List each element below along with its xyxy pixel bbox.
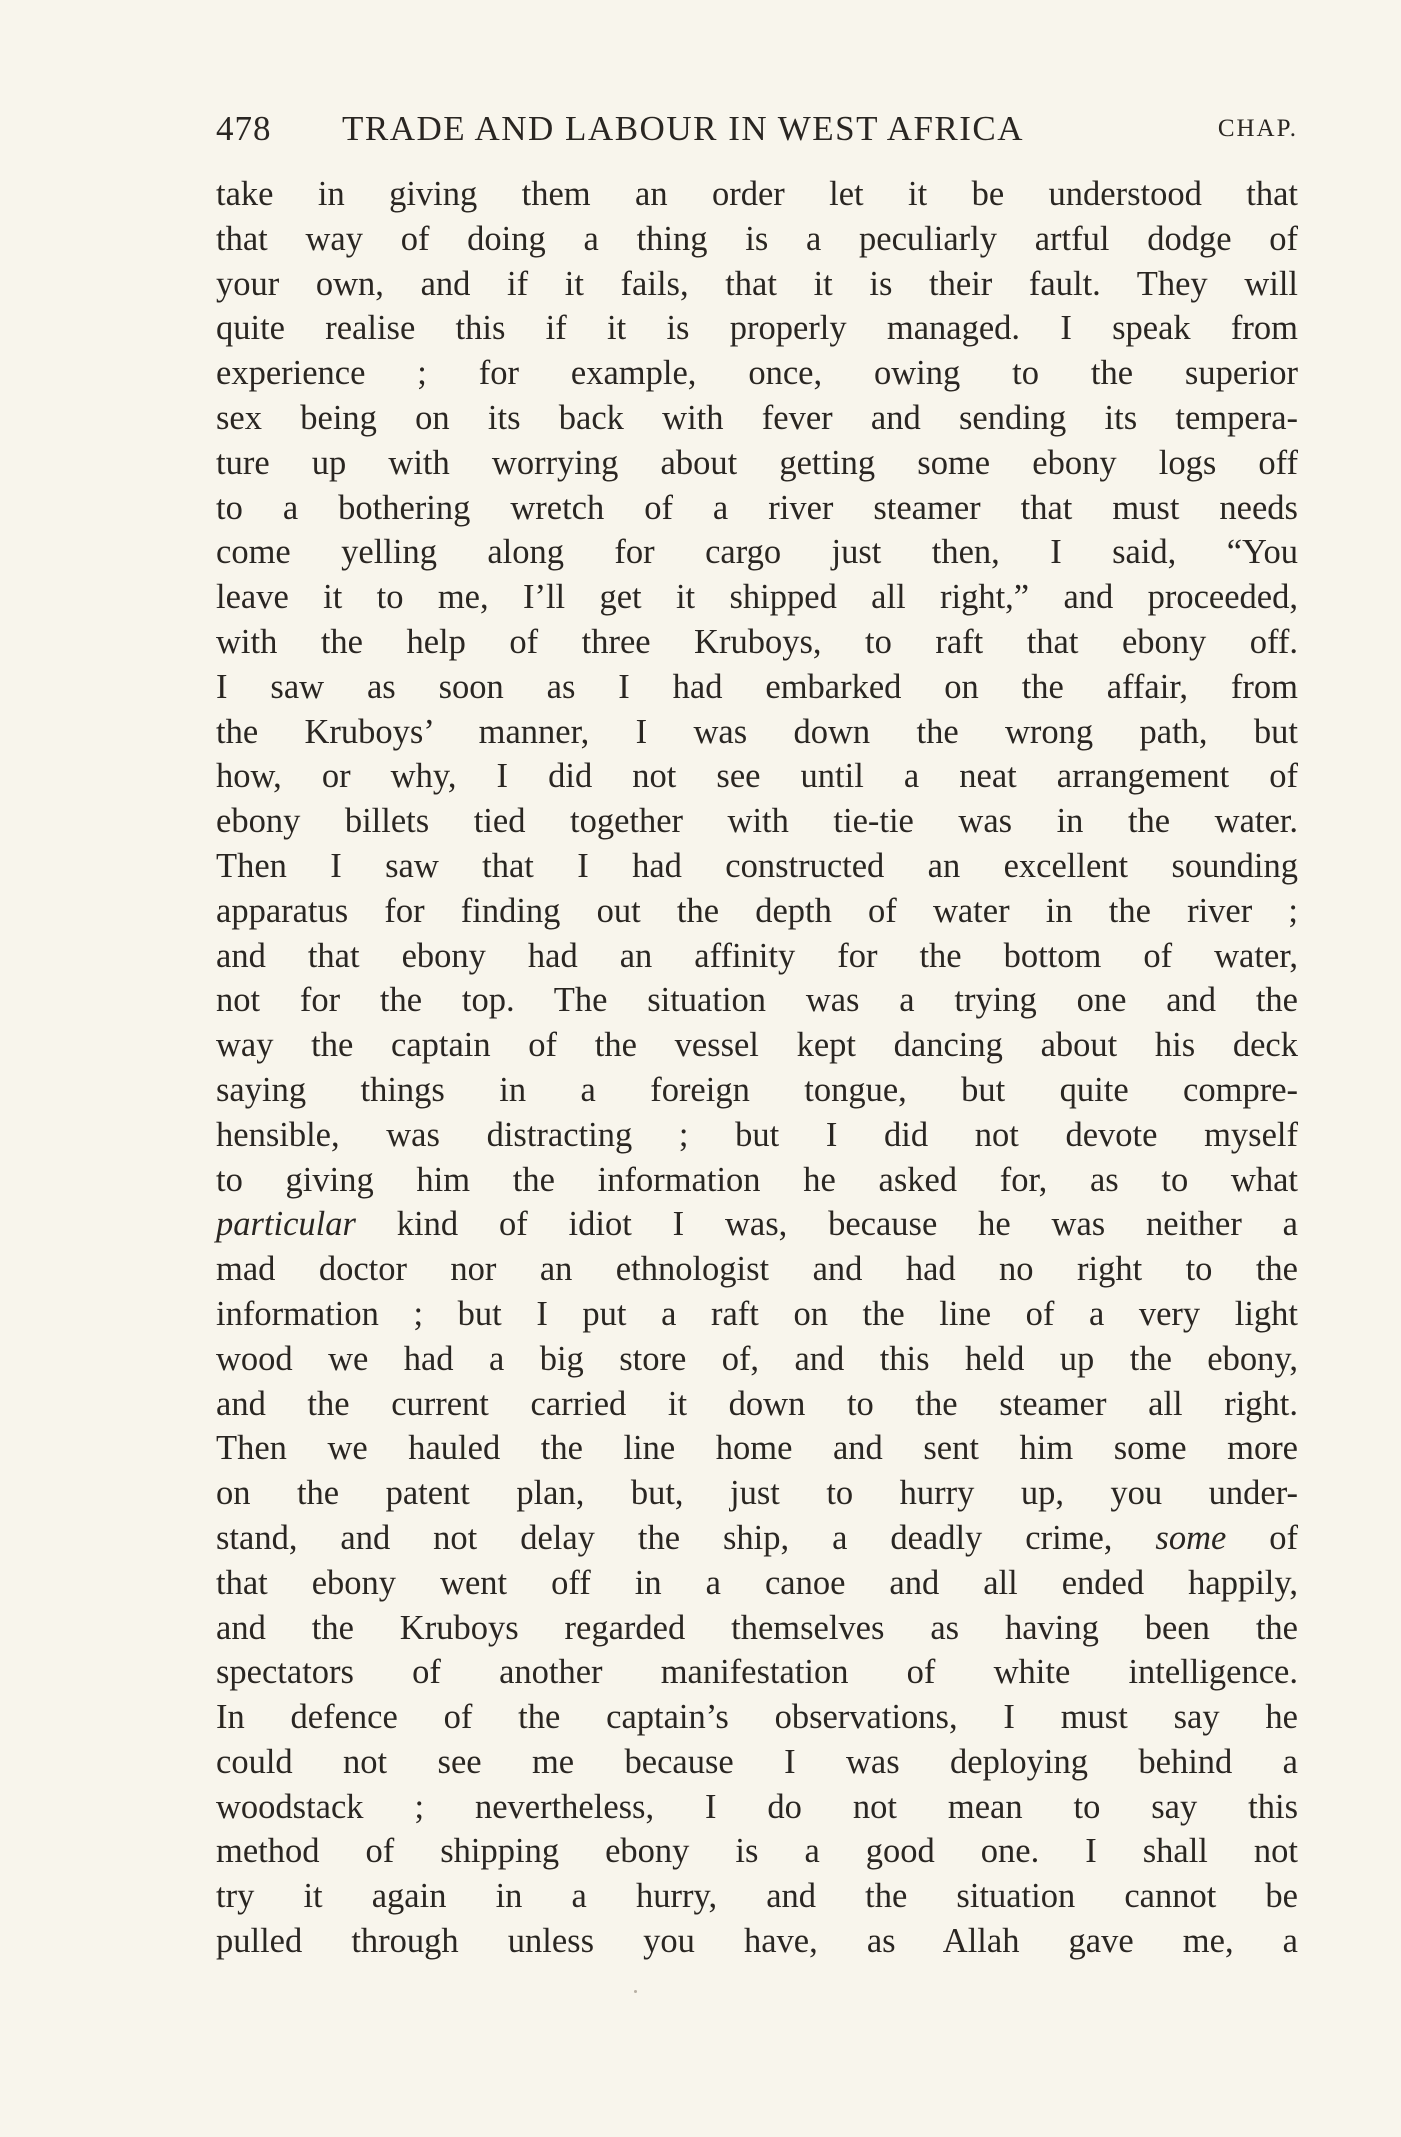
text-line: pulled through unless you have, as Allah gave me, a [216, 1922, 1298, 1961]
text-line: and the Kruboys regarded themselves as having been the [216, 1608, 1298, 1647]
page-number: 478 [216, 109, 272, 148]
text-line: to giving him the information he asked for, as to what [216, 1160, 1298, 1199]
text-segment: stand, and not delay the ship, a deadly crime, [216, 1518, 1156, 1557]
text-line: that ebony went off in a canoe and all ended happily, [216, 1563, 1298, 1602]
text-line: your own, and if it fails, that it is their fault. They will [216, 264, 1298, 303]
text-line: quite realise this if it is properly managed. I speak from [216, 309, 1298, 348]
text-line: the Kruboys’ manner, I was down the wrong path, but [216, 712, 1298, 751]
text-line: wood we had a big store of, and this held up the ebony, [216, 1339, 1298, 1378]
italic-emphasis: particular [216, 1205, 356, 1244]
text-line: saying things in a foreign tongue, but quite compre- [216, 1070, 1298, 1109]
text-line: mad doctor nor an ethnologist and had no right to the [216, 1250, 1298, 1289]
text-line: come yelling along for cargo just then, I said, “You [216, 533, 1298, 572]
text-line: leave it to me, I’ll get it shipped all right,” and proceeded, [216, 578, 1298, 617]
text-line: I saw as soon as I had embarked on the affair, from [216, 667, 1298, 706]
text-line: hensible, was distracting ; but I did not devote myself [216, 1115, 1298, 1154]
text-line: method of shipping ebony is a good one. I shall not [216, 1832, 1298, 1871]
text-line-with-italic [216, 1516, 1298, 1561]
text-line: Then I saw that I had constructed an excellent sounding [216, 846, 1298, 885]
paper-speck [634, 1990, 637, 1993]
text-line: how, or why, I did not see until a neat arrangement of [216, 757, 1298, 796]
text-line: ture up with worrying about getting some ebony logs off [216, 443, 1298, 482]
text-line: information ; but I put a raft on the line of a very light [216, 1294, 1298, 1333]
body-text [216, 172, 1298, 1964]
italic-emphasis: some [1155, 1518, 1227, 1557]
text-segment: kind of idiot I was, because he was neither a [355, 1205, 1298, 1244]
text-line: In defence of the captain’s observations, I must say he [216, 1698, 1298, 1737]
chapter-abbreviation: CHAP. [1217, 115, 1298, 142]
text-line-with-italic [216, 1202, 1298, 1247]
text-line: and that ebony had an affinity for the bottom of water, [216, 936, 1298, 975]
text-line: experience ; for example, once, owing to the superior [216, 354, 1298, 393]
text-line: to a bothering wretch of a river steamer that must needs [216, 488, 1298, 527]
text-line: try it again in a hurry, and the situation cannot be [216, 1877, 1298, 1916]
text-line: take in giving them an order let it be understood that [216, 175, 1298, 213]
text-line: woodstack ; nevertheless, I do not mean to say this [216, 1787, 1298, 1826]
running-head [216, 104, 1298, 154]
text-line: Then we hauled the line home and sent him some more [216, 1429, 1298, 1468]
text-line: sex being on its back with fever and sending its tempera- [216, 398, 1298, 437]
text-segment: of [1226, 1518, 1298, 1557]
text-line: not for the top. The situation was a trying one and the [216, 981, 1298, 1020]
text-line: that way of doing a thing is a peculiarly artful dodge of [216, 219, 1298, 258]
text-line: on the patent plan, but, just to hurry up, you under- [216, 1474, 1298, 1513]
text-line: and the current carried it down to the steamer all right. [216, 1384, 1298, 1423]
running-title: TRADE AND LABOUR IN WEST AFRICA [342, 109, 1025, 148]
text-line: ebony billets tied together with tie-tie was in the water. [216, 802, 1298, 841]
text-line: with the help of three Kruboys, to raft that ebony off. [216, 622, 1298, 661]
text-line: spectators of another manifestation of white intelligence. [216, 1653, 1298, 1692]
text-line: way the captain of the vessel kept dancing about his deck [216, 1026, 1298, 1065]
text-line: could not see me because I was deploying behind a [216, 1742, 1298, 1781]
text-line: apparatus for finding out the depth of water in the river ; [216, 891, 1298, 930]
